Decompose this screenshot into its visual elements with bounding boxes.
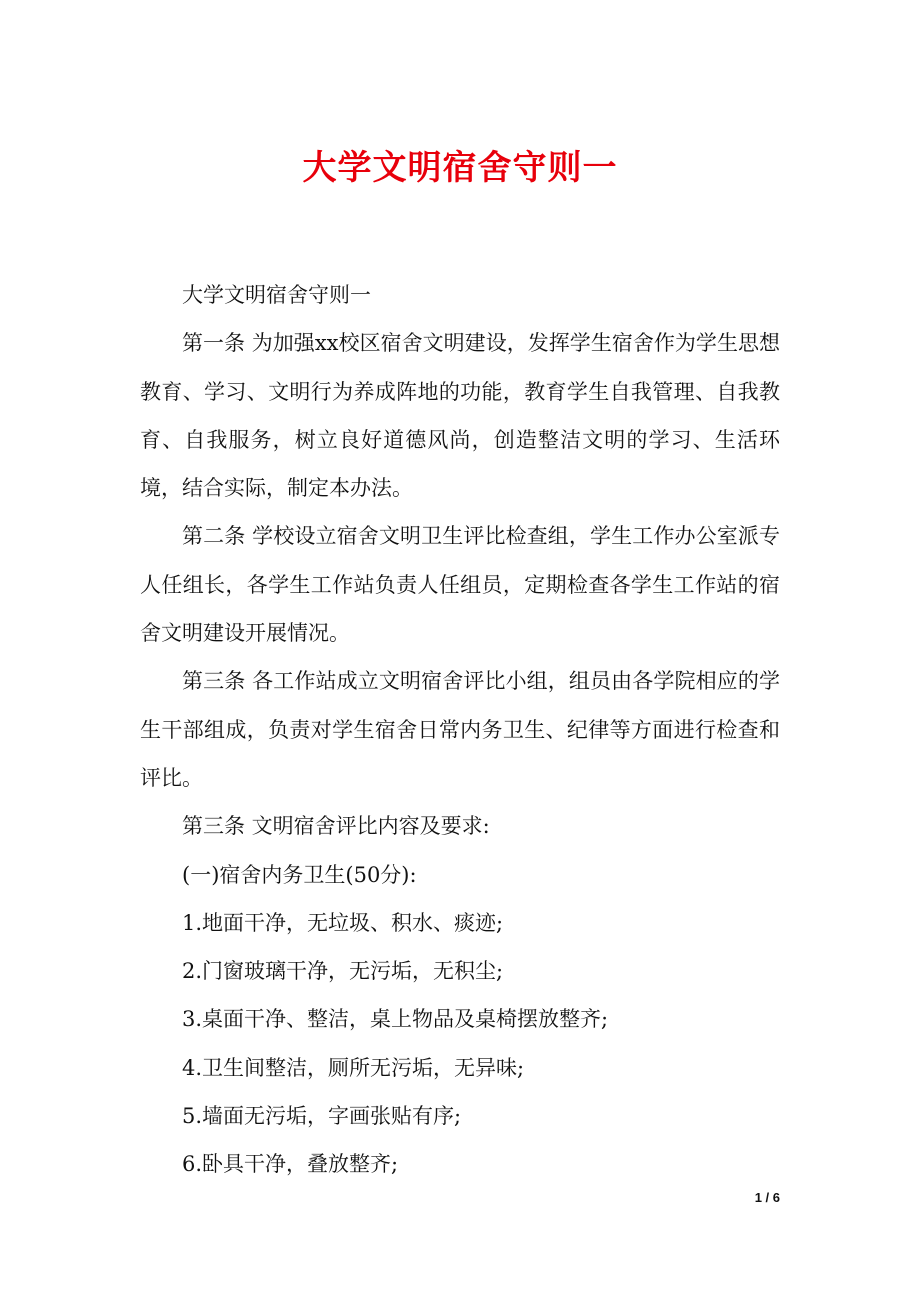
paragraph: 第三条 各工作站成立文明宿舍评比小组，组员由各学院相应的学生干部组成，负责对学生宿舍日常内务卫生、纪律等方面进行检查和评比。: [140, 669, 780, 790]
paragraph: 第三条 文明宿舍评比内容及要求:: [182, 814, 490, 839]
list-item: 6.卧具干净，叠放整齐;: [182, 1152, 399, 1177]
document-body: [140, 271, 780, 1189]
list-item: 3.桌面干净、整洁，桌上物品及桌椅摆放整齐;: [182, 1007, 609, 1032]
list-item: 1.地面干净，无垃圾、积水、痰迹;: [182, 910, 504, 935]
list-item: 5.墙面无污垢，字画张贴有序;: [182, 1104, 462, 1129]
document-title: 大学文明宿舍守则一: [302, 148, 618, 188]
paragraph: 第二条 学校设立宿舍文明卫生评比检查组，学生工作办公室派专人任组长，各学生工作站负责人任组员，定期检查各学生工作站的宿舍文明建设开展情况。: [140, 524, 780, 646]
list-item: 4.卫生间整洁，厕所无污垢，无异味;: [182, 1055, 525, 1080]
list-item: 2.门窗玻璃干净，无污垢，无积尘;: [182, 959, 504, 984]
page-number: 1 / 6: [754, 1190, 780, 1205]
paragraph: (一)宿舍内务卫生(50分):: [182, 862, 417, 887]
paragraph: 大学文明宿舍守则一: [182, 283, 371, 307]
paragraph: 第一条 为加强xx校区宿舍文明建设，发挥学生宿舍作为学生思想教育、学习、文明行为养成阵地的功能，教育学生自我管理、自我教育、自我服务，树立良好道德风尚，创造整洁文明的学习、生活环境，结合实际，制定本办法。: [140, 331, 780, 501]
